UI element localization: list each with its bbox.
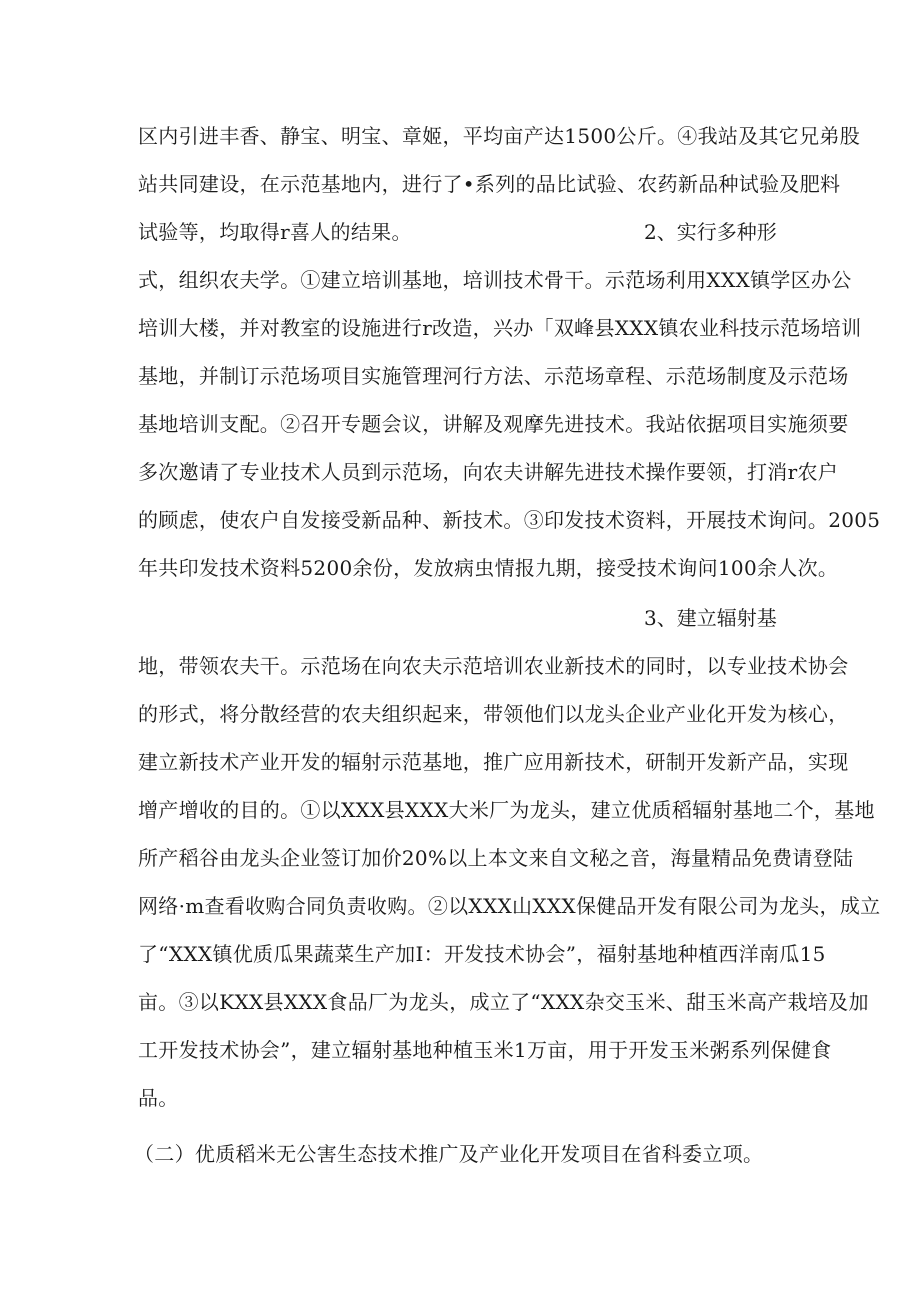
subsection-title: （二）优质稻米无公害生态技术推广及产业化开发项目在省科委立项。 (134, 1142, 764, 1166)
section-heading-3: 3、建立辐射基 (644, 606, 777, 630)
body-line: 了“XXX镇优质瓜果蔬菜生产加I：开发技术协会”，福射基地种植西洋南瓜15 (138, 942, 826, 966)
body-line: 式，组织农夫学。①建立培训基地，培训技术骨干。示范场利用XXX镇学区办公 (138, 268, 852, 292)
body-line: 工开发技术协会”，建立辐射基地种植玉米1万亩，用于开发玉米粥系列保健食 (138, 1038, 832, 1062)
body-line: 基地，并制订示范场项目实施管理河行方法、示范场章程、示范场制度及示范场 (138, 364, 849, 388)
body-line: 建立新技术产业开发的辐射示范基地，推广应用新技术，研制开发新产品，实现 (138, 750, 849, 774)
body-line: 多次邀请了专业技术人员到示范场，向农夫讲解先进技术操作要领，打消r农户 (138, 460, 839, 484)
body-line: 地，带领农夫干。示范场在向农夫示范培训农业新技术的同时，以专业技术协会 (138, 654, 849, 678)
body-line: 试验等，均取得r喜人的结果。 (138, 220, 412, 244)
body-line: 所产稻谷由龙头企业签订加价20%以上本文来自文秘之音，海量精品免费请登陆 (138, 846, 854, 870)
body-line: 品。 (138, 1086, 179, 1110)
body-line: 区内引进丰香、静宝、明宝、章姬，平均亩产达1500公斤。④我站及其它兄弟股 (138, 124, 860, 148)
body-line: 亩。③以KXX县XXX食品厂为龙头，成立了“XXX杂交玉米、甜玉米高产栽培及加 (138, 990, 869, 1014)
body-line: 的形式，将分散经营的农夫组织起来，带领他们以龙头企业产业化开发为核心， (138, 702, 849, 726)
body-line: 站共同建设，在示范基地内，进行了•系列的品比试验、农药新品种试验及肥料 (138, 172, 841, 196)
body-line: 增产增收的目的。①以XXX县XXX大米厂为龙头，建立优质稻辐射基地二个，基地 (138, 798, 875, 822)
section-heading-2: 2、实行多种形 (644, 220, 777, 244)
body-line: 的顾虑，使农户自发接受新品种、新技术。③印发技术资料，开展技术询问。2005 (138, 508, 881, 532)
body-line: 基地培训支配。②召开专题会议，讲解及观摩先进技术。我站依据项目实施须要 (138, 412, 849, 436)
body-line: 网络·m查看收购合同负责收购。②以XXX山XXX保健品开发有限公司为龙头，成立 (138, 894, 881, 918)
body-line: 培训大楼，并对教室的设施进行r改造，兴办「双峰县XXX镇农业科技示范场培训 (138, 316, 862, 340)
body-line: 年共印发技术资料5200余份，发放病虫情报九期，接受技术询问100余人次。 (138, 556, 839, 580)
